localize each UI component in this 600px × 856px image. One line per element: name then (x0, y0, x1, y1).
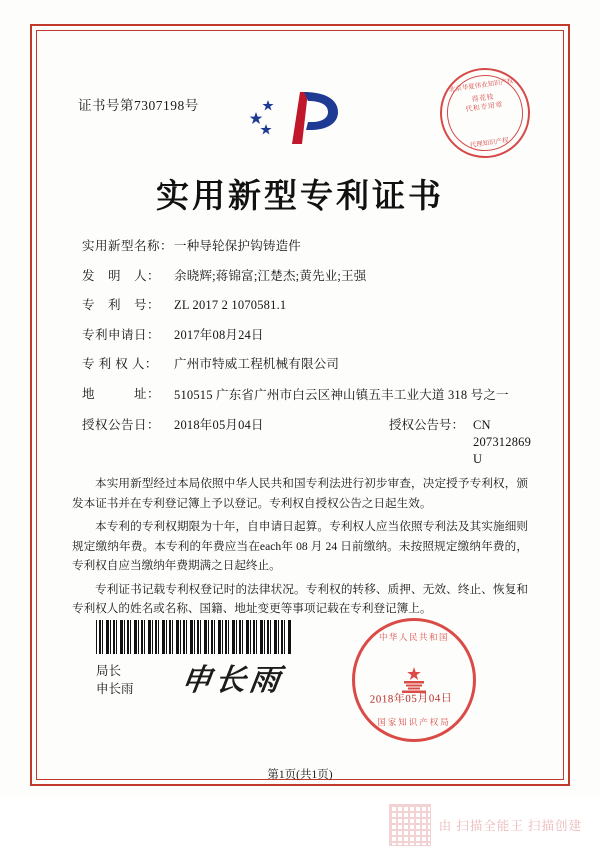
field-label-grant-date: 授权公告日： (82, 418, 161, 432)
field-row-patent-no (82, 297, 522, 314)
field-label-patentee: 专 利 权 人： (82, 357, 158, 371)
watermark-text: 由 扫描全能王 扫描创建 (438, 819, 582, 833)
field-label-address: 地 址： (82, 386, 161, 401)
paragraph-3: 专利证书记载专利权登记时的法律状况。专利权的转移、质押、无效、终止、恢复和专利权人的姓名或名称、国籍、地址变更等事项记载在专利登记簿上。 (72, 582, 528, 615)
page-title: 实用新型专利证书 (156, 179, 444, 215)
scanner-watermark (0, 796, 600, 856)
signature-label (96, 662, 134, 698)
agency-seal-center: 得花枝 代和专用章 (465, 92, 504, 115)
agency-seal-arc-top: 北京华夏伟业知识产权 (448, 77, 514, 94)
cnipa-logo (248, 78, 354, 150)
field-value-grant-no: CN 207312869 U (473, 418, 532, 466)
signature-label-line1: 局长 (96, 664, 122, 678)
national-seal (352, 618, 476, 742)
field-value-application-date: 2017年08月24日 (174, 327, 264, 342)
field-label-application-date: 专利申请日： (82, 327, 161, 342)
watermark-content (389, 804, 582, 846)
field-row-grant (82, 417, 532, 468)
field-row-name (82, 238, 522, 255)
page-number: 第1页(共1页) (267, 769, 333, 781)
field-value-inventor: 余晓辉;蒋锦富;江楚杰;黄先业;王强 (174, 268, 367, 283)
qr-code-icon (389, 804, 431, 846)
paragraph-1: 本实用新型经过本局依照中华人民共和国专利法进行初步审查，决定授予专利权，颁发本证书并在专利登记簿上予以登记。专利权自授权公告之日起生效。 (72, 477, 528, 510)
signature-handwriting: 申长雨 (179, 664, 286, 697)
seal-date: 2018年05月04日 (369, 692, 453, 706)
paragraph-2: 本专利的专利权期限为十年，自申请日起算。专利权人应当依照专利法及其实施细则规定缴纳年费。本专利的年费应当在each年 08 月 24 日前缴纳。未按照规定缴纳年费的，专利权自应当缴纳年费期满之日起终止。 (72, 520, 528, 572)
barcode (96, 620, 292, 654)
field-value-grant-date: 2018年05月04日 (174, 418, 264, 432)
field-row-application-date (82, 327, 522, 344)
agency-seal-arc-bottom: 代理知识产权 (469, 137, 510, 150)
field-row-patentee (82, 356, 522, 373)
national-seal-arc-top: 中华人民共和国 (378, 632, 449, 642)
field-value-name: 一种导轮保护钩铸造件 (174, 239, 302, 253)
field-label-inventor: 发 明 人： (82, 268, 161, 283)
field-value-patentee: 广州市特威工程机械有限公司 (174, 357, 340, 371)
field-label-grant-no: 授权公告号： (389, 418, 465, 432)
field-row-inventor (82, 268, 522, 285)
legal-text (72, 474, 528, 623)
field-row-address (82, 386, 522, 405)
field-value-patent-no: ZL 2017 2 1070581.1 (174, 298, 287, 312)
field-list (82, 238, 532, 481)
signature-label-line2: 申长雨 (96, 682, 134, 696)
field-label-patent-no: 专 利 号： (82, 298, 161, 312)
national-seal-arc-bottom: 国家知识产权局 (377, 717, 451, 727)
field-value-address: 510515 广东省广州市白云区神山镇五丰工业大道 318 号之一 (174, 387, 509, 402)
barcode-bars (96, 620, 292, 654)
field-label-name: 实用新型名称： (82, 239, 174, 253)
certificate-number: 证书号第7307198号 (78, 98, 199, 113)
